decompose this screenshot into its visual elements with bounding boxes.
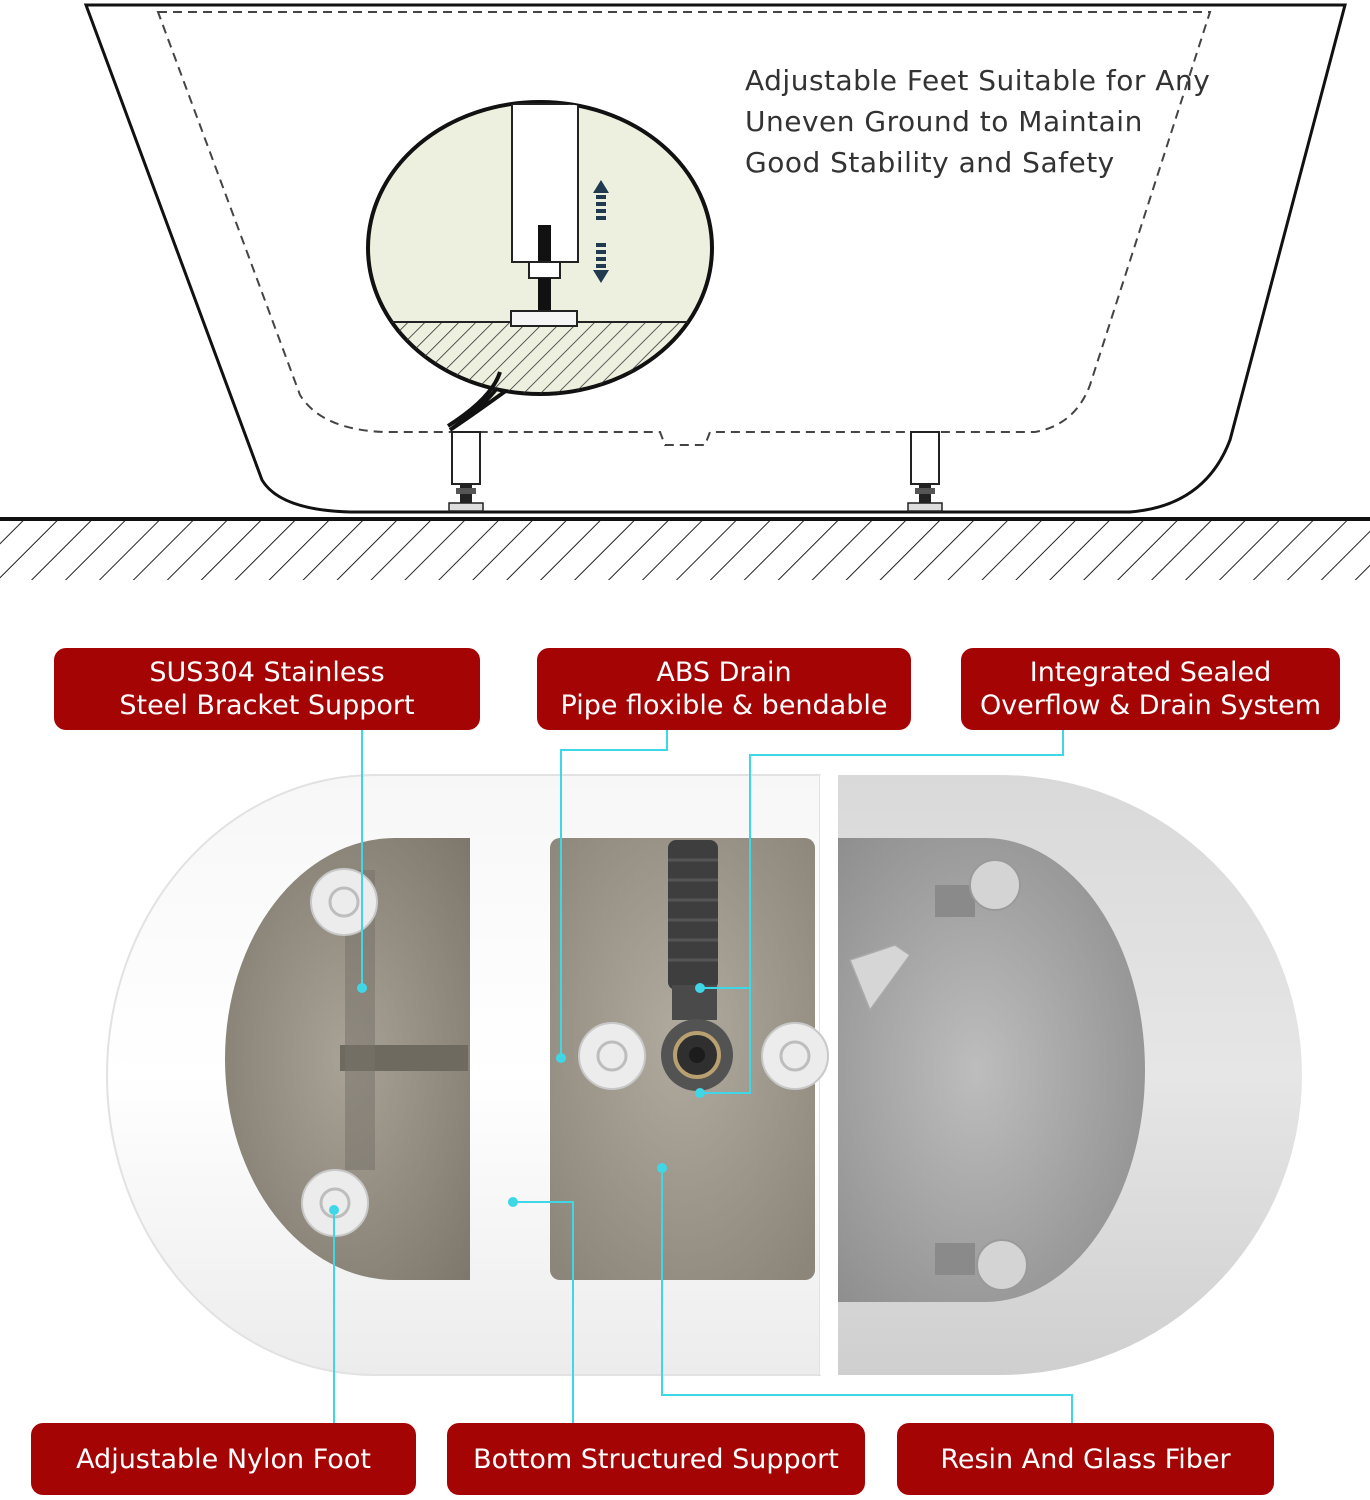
- label-overflow-line-2: Overflow & Drain System: [979, 690, 1322, 721]
- label-abs-drain-line-2: Pipe floxible & bendable: [560, 690, 888, 721]
- tub-underside-view: [107, 775, 1302, 1375]
- label-sus304-line-1: SUS304 Stainless: [149, 657, 385, 688]
- floor-hatch: [0, 520, 1370, 580]
- label-overflow-line-1: Integrated Sealed: [1029, 657, 1272, 688]
- label-resin-glass-fiber: Resin And Glass Fiber: [897, 1423, 1274, 1495]
- label-sus304-bracket: [54, 648, 480, 730]
- label-overflow-drain-system: [961, 648, 1340, 730]
- label-abs-drain-line-1: ABS Drain: [656, 657, 792, 688]
- adjustable-feet-description: [745, 60, 1210, 183]
- callout-line-1: Adjustable Feet Suitable for Any: [745, 64, 1211, 97]
- label-abs-drain: [537, 648, 911, 730]
- callout-line-3: Good Stability and Safety: [745, 146, 1115, 179]
- label-bottom-structured-support: Bottom Structured Support: [447, 1423, 865, 1495]
- label-adjustable-nylon-foot: Adjustable Nylon Foot: [31, 1423, 416, 1495]
- callout-line-2: Uneven Ground to Maintain: [745, 105, 1143, 138]
- label-sus304-line-2: Steel Bracket Support: [119, 690, 415, 721]
